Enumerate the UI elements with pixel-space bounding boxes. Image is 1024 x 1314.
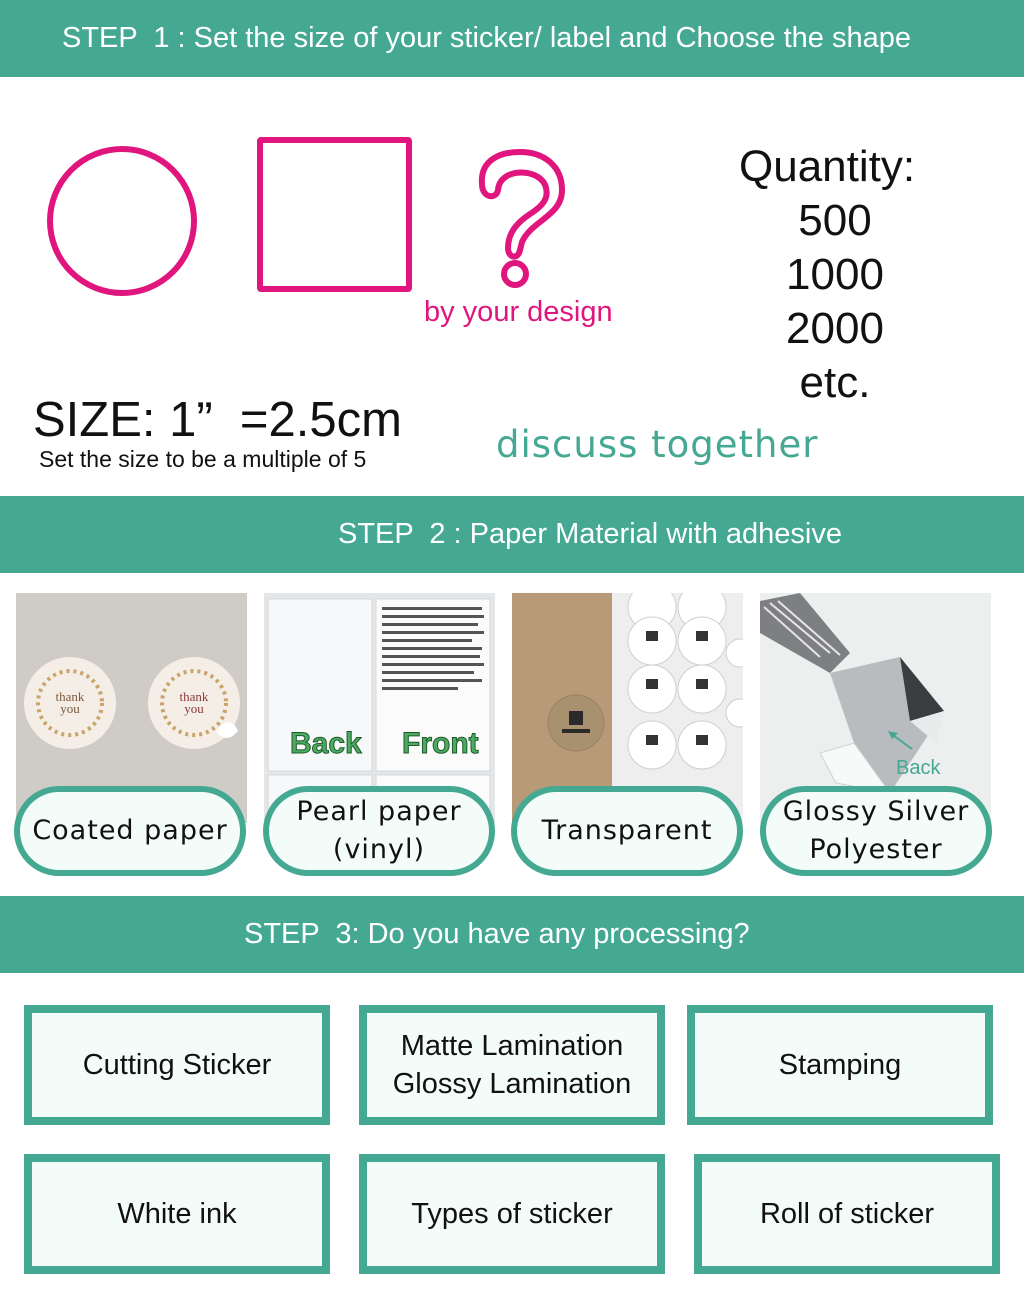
- option-cutting-sticker[interactable]: [24, 1005, 330, 1125]
- material-label: Transparent: [541, 815, 713, 846]
- photo-text: thank: [55, 689, 85, 704]
- quantity-option: 1000: [786, 250, 884, 299]
- back-label: Back: [290, 727, 362, 760]
- option-label: Matte Lamination: [400, 1030, 624, 1062]
- photo-text: you: [184, 701, 204, 716]
- option-label-sub: Glossy Lamination: [392, 1068, 632, 1100]
- discuss-note: discuss together: [496, 423, 819, 466]
- step2-banner: [0, 496, 1024, 573]
- option-label: Roll of sticker: [759, 1198, 935, 1230]
- option-label: Stamping: [778, 1049, 902, 1081]
- circle-icon: [47, 146, 197, 296]
- option-stamping[interactable]: [687, 1005, 993, 1125]
- material-label-sub: Polyester: [809, 834, 943, 865]
- photo-text: you: [60, 701, 80, 716]
- quantity-option: 500: [798, 196, 872, 245]
- square-icon: [257, 137, 412, 292]
- step2-banner-text: STEP 2 : Paper Material with adhesive: [338, 518, 842, 550]
- quantity-option: etc.: [799, 358, 871, 407]
- design-caption: by your design: [424, 296, 613, 328]
- step3-banner: [0, 896, 1024, 973]
- option-types-of-sticker[interactable]: [359, 1154, 665, 1274]
- step1-banner: [0, 0, 1024, 77]
- option-roll-of-sticker[interactable]: [694, 1154, 1000, 1274]
- quantity-block: [735, 140, 935, 410]
- option-label: Cutting Sticker: [82, 1049, 272, 1081]
- option-white-ink[interactable]: [24, 1154, 330, 1274]
- size-note: Set the size to be a multiple of 5: [39, 446, 367, 472]
- material-pearl-paper[interactable]: [263, 786, 495, 876]
- material-label-sub: (vinyl): [332, 834, 426, 865]
- material-transparent[interactable]: [511, 786, 743, 876]
- step1-banner-text: STEP 1 : Set the size of your sticker/ label and Choose the shape: [62, 22, 912, 54]
- material-label: Pearl paper: [296, 796, 462, 827]
- size-line: SIZE: 1” =2.5cm: [33, 393, 402, 447]
- question-mark-icon: [470, 146, 570, 296]
- front-label: Front: [402, 727, 479, 760]
- back-label: Back: [896, 757, 941, 779]
- quantity-title: Quantity:: [739, 142, 916, 191]
- material-label: Coated paper: [32, 815, 228, 846]
- photo-text: thank: [179, 689, 209, 704]
- option-label: White ink: [117, 1198, 237, 1230]
- material-glossy-silver[interactable]: [760, 786, 992, 876]
- option-lamination[interactable]: [359, 1005, 665, 1125]
- quantity-option: 2000: [786, 304, 884, 353]
- material-label: Glossy Silver: [782, 796, 970, 827]
- step3-banner-text: STEP 3: Do you have any processing?: [244, 918, 750, 950]
- material-coated-paper[interactable]: [14, 786, 246, 876]
- option-label: Types of sticker: [411, 1198, 613, 1230]
